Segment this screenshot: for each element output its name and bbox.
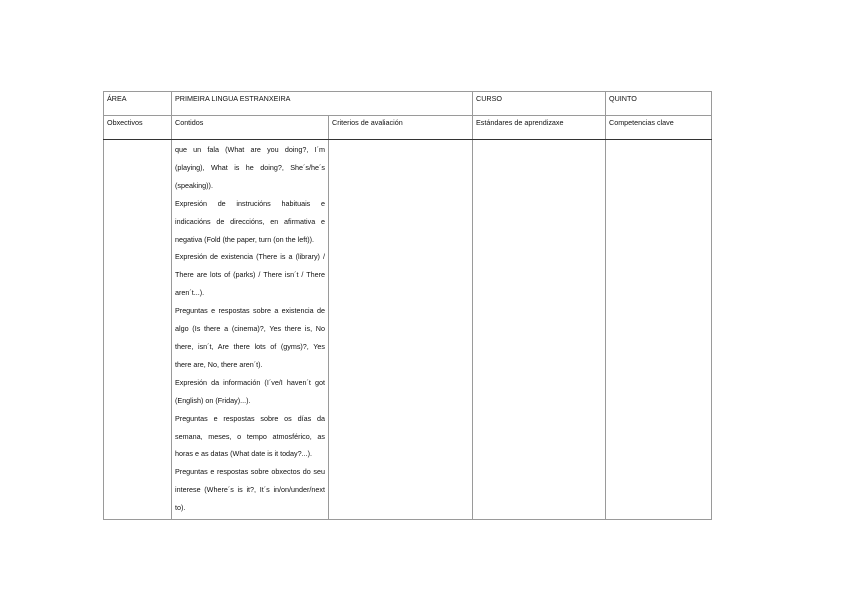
contido-paragraph: Expresión da información (I´ve/I haven´t got (English) on (Friday)...). [175, 377, 325, 405]
column-header-criterios: Criterios de avaliación [329, 116, 473, 140]
curriculum-table [103, 91, 712, 520]
column-header-competencias: Competencias clave [606, 116, 712, 140]
estandares-cell [473, 140, 606, 520]
obxectivos-cell [104, 140, 172, 520]
curso-label-cell: CURSO [473, 92, 606, 116]
column-header-estandares: Estándares de aprendizaxe [473, 116, 606, 140]
contido-paragraph: Expresión de existencia (There is a (library) / There are lots of (parks) / There isn´t / There aren´t...). [175, 252, 325, 298]
contido-paragraph: Expresión de instrucións habituais e indicacións de direccións, en afirmativa e negativa (Fold (the paper, turn (on the left)). [175, 198, 325, 244]
contido-paragraph: que un fala (What are you doing?, I´m (playing), What is he doing?, She´s/he´s (speaking)). [175, 145, 325, 190]
area-label-cell: ÁREA [104, 92, 172, 116]
column-header-obxectivos: Obxectivos [104, 116, 172, 140]
column-header-contidos: Contidos [172, 116, 329, 140]
contido-paragraph: Preguntas e respostas sobre obxectos do seu interese (Where´s is it?, It´s in/on/under/next to). [175, 467, 325, 513]
competencias-cell [606, 140, 712, 520]
curso-value-cell: QUINTO [606, 92, 712, 116]
area-value-cell: PRIMEIRA LINGUA ESTRANXEIRA [172, 92, 473, 116]
column-header-row [104, 116, 712, 140]
content-row [104, 140, 712, 520]
header-row [104, 92, 712, 116]
contidos-cell [172, 140, 329, 520]
contido-paragraph: Preguntas e respostas sobre a existencia de algo (Is there a (cinema)?, Yes there is, No there, isn´t, Are there lots of (gyms)?, Yes there are, No, there aren´t). [175, 306, 325, 369]
contido-paragraph: Preguntas e respostas sobre os días da semana, meses, o tempo atmosférico, as horas e as datas (What date is it today?...). [175, 413, 325, 459]
criterios-cell [329, 140, 473, 520]
